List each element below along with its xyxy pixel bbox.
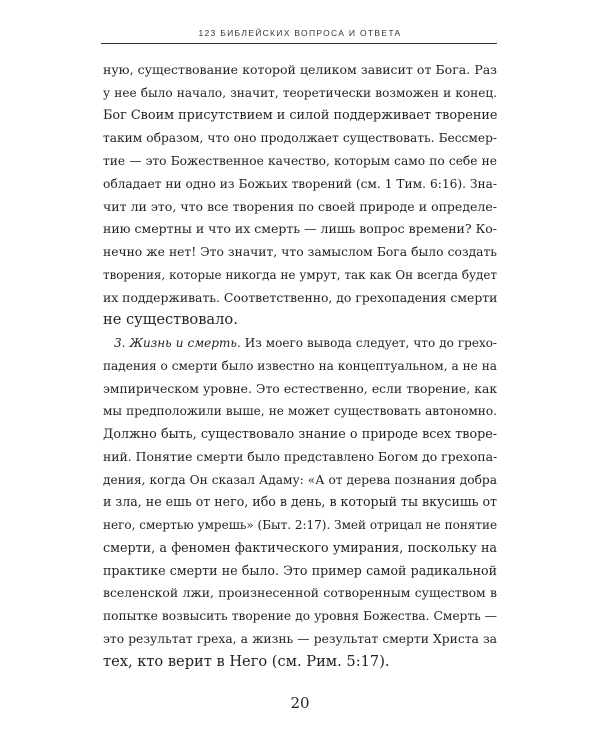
text-line: тех, кто верит в Него (см. Рим. 5:17). (103, 652, 390, 670)
page-number: 20 (290, 694, 310, 712)
text-line: творения, которые никогда не умрут, так как Он всегда будет (103, 267, 497, 282)
text-line: это результат греха, а жизнь — результат смерти Христа за (103, 631, 497, 646)
text-line: их поддерживать. Соответственно, до грехопадения смерти (103, 289, 498, 305)
body-text (103, 59, 497, 673)
text-line: ний. Понятие смерти было представлено Богом до грехопа- (103, 448, 498, 464)
text-line: эмпирическом уровне. Это естественно, если творение, как (103, 381, 497, 396)
text-line: Должно быть, существовало знание о природе всех творе- (103, 426, 497, 441)
paragraph-life-and-death (103, 332, 497, 673)
paragraph-continuation (103, 59, 497, 332)
text-line: него, смертью умрешь» (Быт. 2:17). Змей отрицал не понятие (103, 518, 498, 532)
text-line: чит ли это, что все творения по своей природе и определе- (103, 198, 497, 214)
text-line: не существовало. (103, 311, 238, 329)
text-line-rest: Из моего вывода следует, что до грехо- (240, 336, 497, 350)
text-line: нию смертны и что их смерть — лишь вопрос времени? Ко- (103, 221, 497, 237)
header-rule (101, 43, 497, 44)
text-line: вселенской лжи, произнесенной сотворенным существом в (103, 585, 497, 601)
text-line: обладает ни одно из Божьих творений (см. 1 Тим. 6:16). Зна- (103, 176, 497, 191)
text-line: практике смерти не было. Это пример самой радикальной (103, 562, 497, 578)
text-line: нечно же нет! Это значит, что замыслом Бога было создать (103, 245, 497, 259)
text-line: мы предположили выше, не может существовать автономно. (103, 404, 497, 419)
running-head: 123 БИБЛЕЙСКИХ ВОПРОСА И ОТВЕТА (198, 28, 402, 38)
section-heading: 3. Жизнь и смерть. (114, 336, 241, 350)
text-line: Бог Своим присутствием и силой поддерживает творение (103, 107, 498, 123)
text-line: и зла, не ешь от него, ибо в день, в который ты вкусишь от (103, 494, 497, 510)
text-line: таким образом, что оно продолжает существовать. Бессмер- (103, 131, 497, 146)
text-line: тие — это Божественное качество, которым само по себе не (103, 154, 497, 168)
text-line: падения о смерти было известно на концептуальном, а не на (103, 358, 497, 373)
text-line: попытке возвысить творение до уровня Божества. Смерть — (103, 609, 497, 623)
text-line: смерти, а феномен фактического умирания, поскольку на (103, 539, 497, 555)
text-line: у нее было начало, значит, теоретически возможен и конец. (103, 85, 497, 100)
text-line: дения, когда Он сказал Адаму: «А от дерева познания добра (103, 472, 497, 487)
text-line (103, 332, 497, 355)
text-line: ную, существование которой целиком зависит от Бога. Раз (103, 62, 497, 77)
